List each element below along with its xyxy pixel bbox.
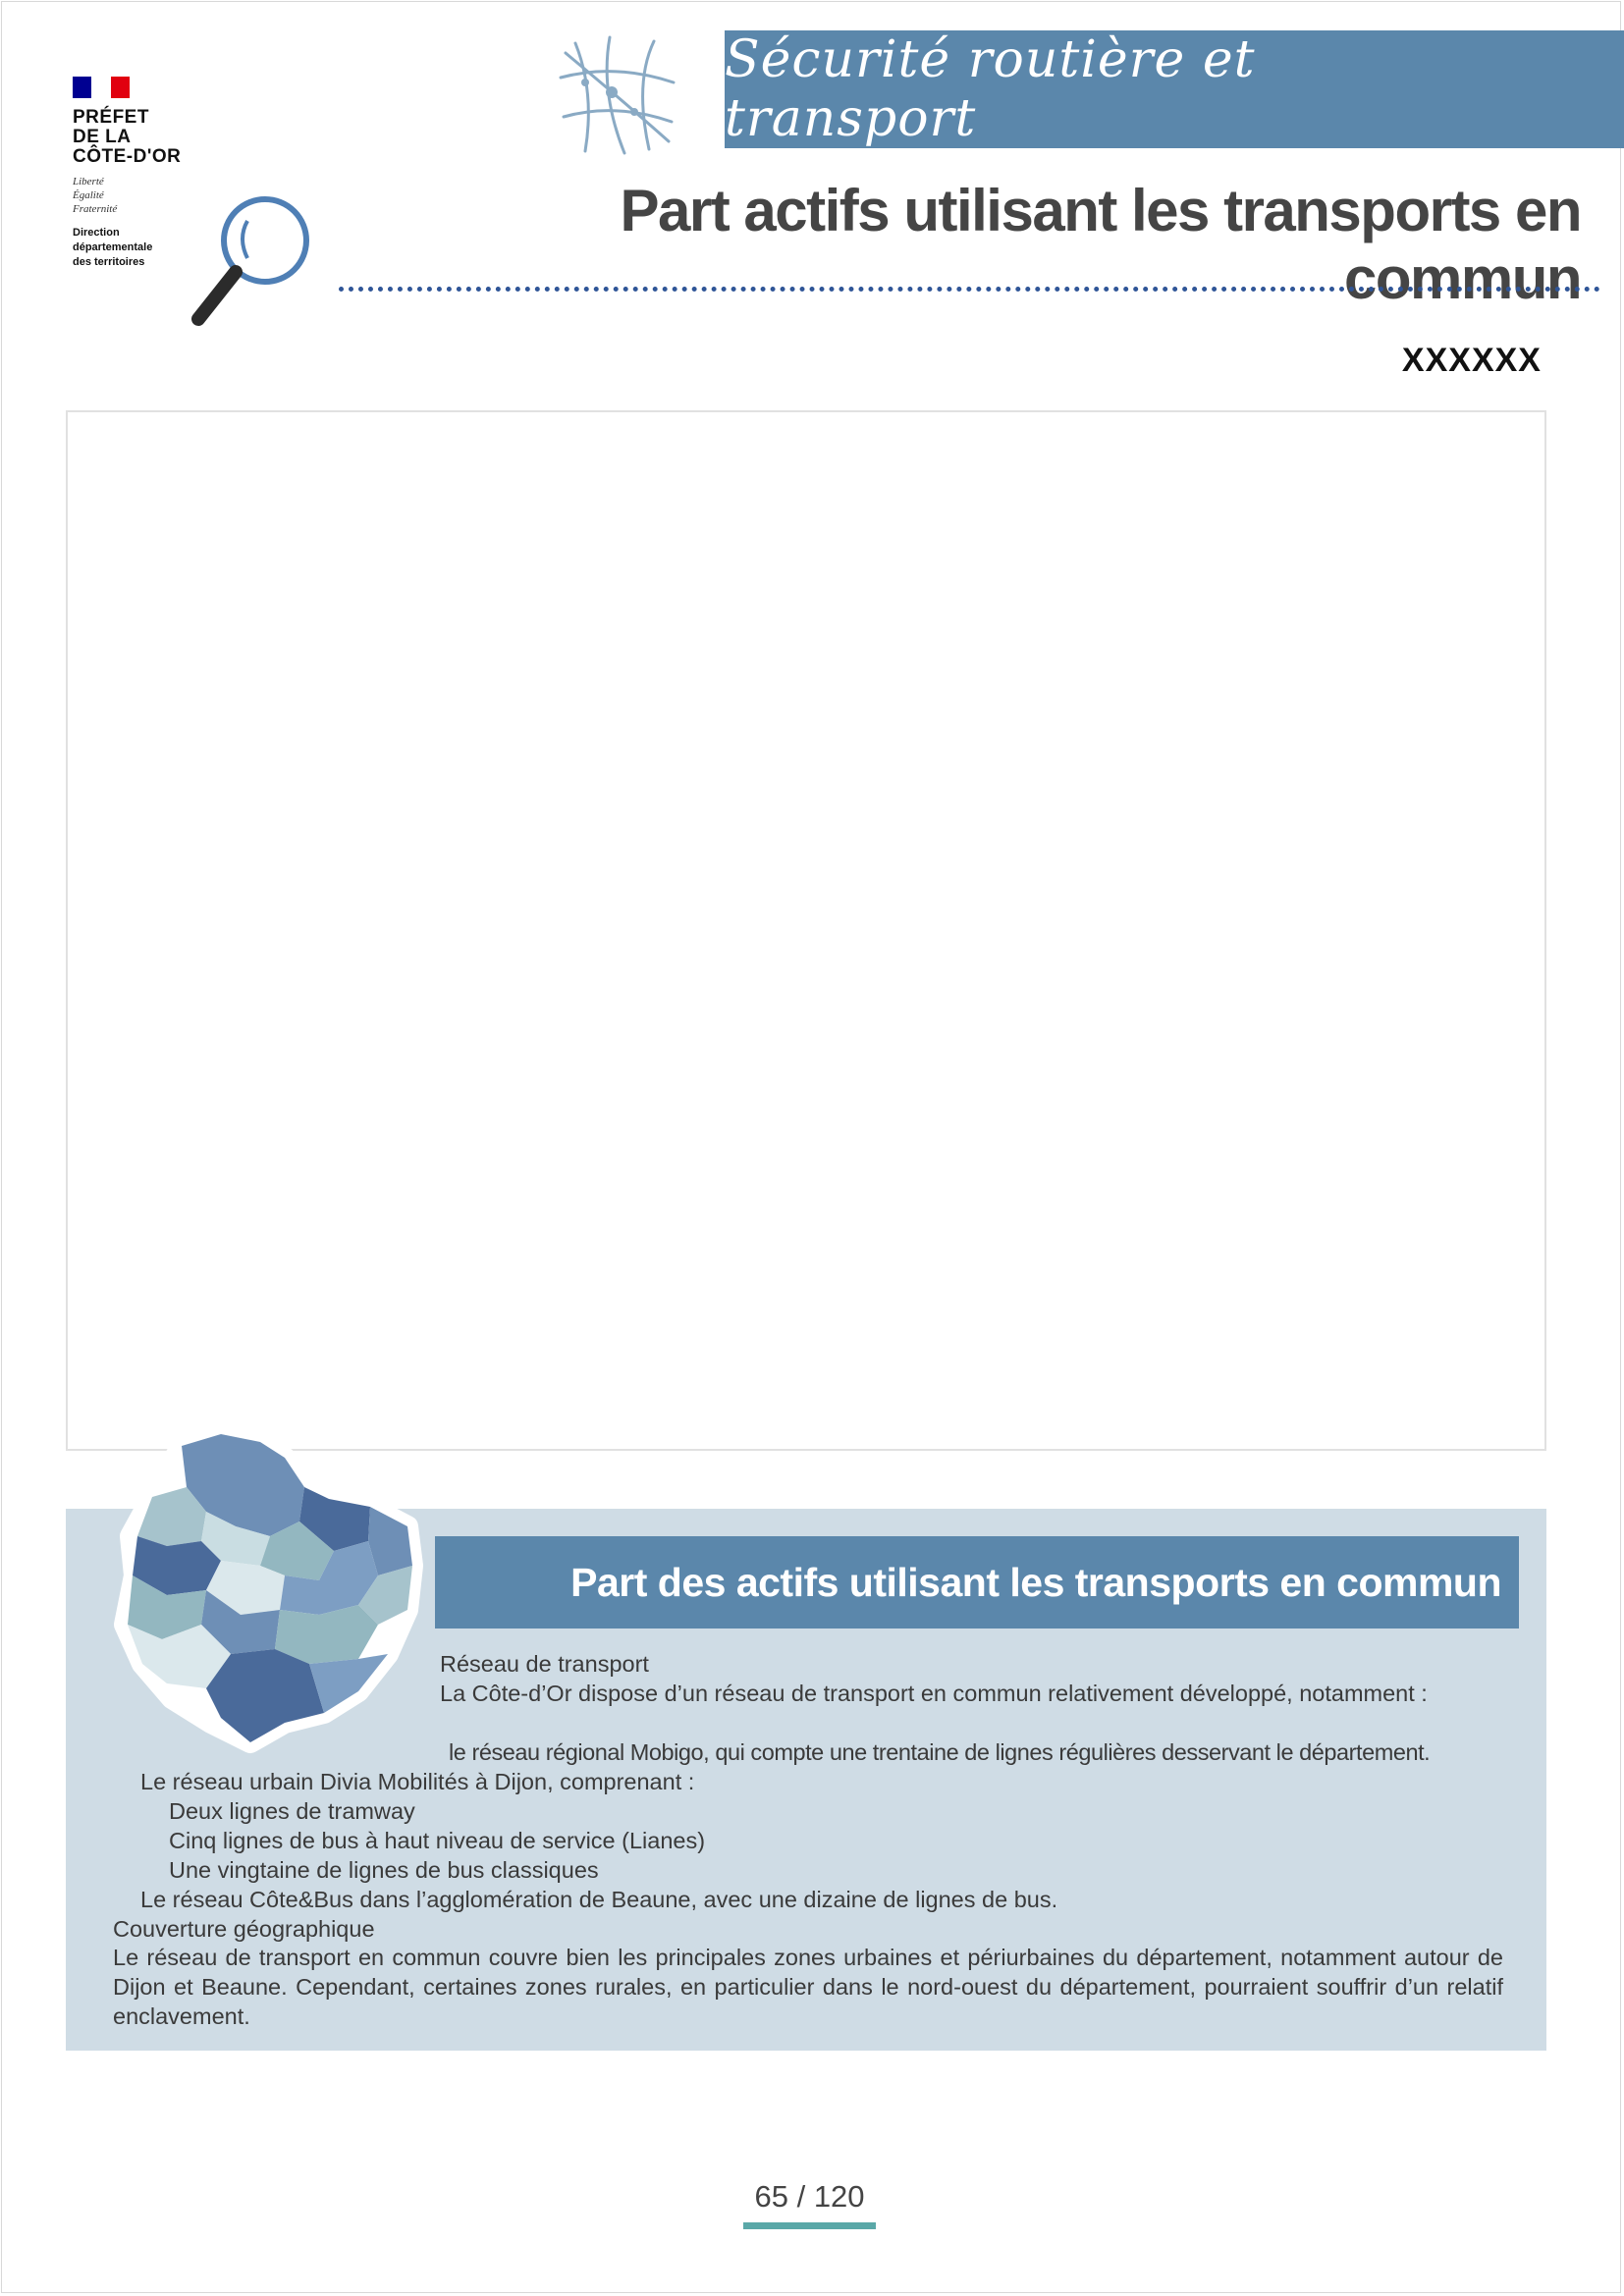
logo-name-line-1: PRÉFET xyxy=(73,107,149,128)
title-divider xyxy=(339,287,1600,292)
page-title: Part actifs utilisant les transports en commun xyxy=(620,178,1581,311)
direction-line-2: départementale xyxy=(73,241,153,253)
content-frame xyxy=(66,410,1546,1451)
section-banner xyxy=(725,30,1624,148)
direction-line-1: Direction xyxy=(73,227,120,239)
page-total: 120 xyxy=(813,2179,865,2214)
logo-name xyxy=(73,108,210,167)
motto-line-2: Égalité xyxy=(73,189,104,201)
banner-title: Sécurité routière et transport xyxy=(725,30,1256,148)
section-title-bar xyxy=(435,1536,1519,1629)
logo-name-line-3: CÔTE-D'OR xyxy=(73,146,182,167)
motto-line-3: Fraternité xyxy=(73,203,118,215)
page-number-underline xyxy=(743,2222,876,2229)
section-title: Part des actifs utilisant les transports en commun xyxy=(570,1559,1501,1605)
intro-text: La Côte-d’Or dispose d’un réseau de transport en commun relativement développé, notamment : xyxy=(440,1681,1428,1706)
department-map-icon xyxy=(113,1428,427,1762)
road-network-icon xyxy=(556,33,679,157)
urban-network-text: Le réseau urbain Divia Mobilités à Dijon, comprenant : xyxy=(140,1769,695,1794)
heading-network: Réseau de transport xyxy=(440,1651,649,1677)
direction-line-3: des territoires xyxy=(73,256,145,268)
motto-line-1: Liberté xyxy=(73,176,104,187)
heading-coverage: Couverture géographique xyxy=(113,1916,375,1942)
logo-name-line-2: DE LA xyxy=(73,127,132,147)
urban-item: Une vingtaine de lignes de bus classiques xyxy=(169,1857,599,1883)
urban-item: Deux lignes de tramway xyxy=(169,1798,415,1824)
magnifier-icon xyxy=(187,191,334,339)
page-current: 65 xyxy=(754,2179,788,2214)
page-number xyxy=(743,2179,876,2215)
beaune-network-text: Le réseau Côte&Bus dans l’agglomération de Beaune, avec une dizaine de lignes de bus. xyxy=(140,1887,1058,1912)
code-label: XXXXXX xyxy=(1401,342,1542,379)
regional-network-text: le réseau régional Mobigo, qui compte une trentaine de lignes régulières desservant le département. xyxy=(449,1739,1431,1765)
page-separator: / xyxy=(796,2179,806,2214)
urban-item: Cinq lignes de bus à haut niveau de service (Lianes) xyxy=(169,1828,706,1853)
coverage-paragraph: Le réseau de transport en commun couvre bien les principales zones urbaines et périurbaines du département, notamment autour de Dijon et Beaune. Cependant, certaines zones rurales, en particulier dans le nord-ouest du département, pourraient souffrir d’un relatif enclavement. xyxy=(113,1945,1503,2029)
french-flag-icon xyxy=(73,77,130,98)
